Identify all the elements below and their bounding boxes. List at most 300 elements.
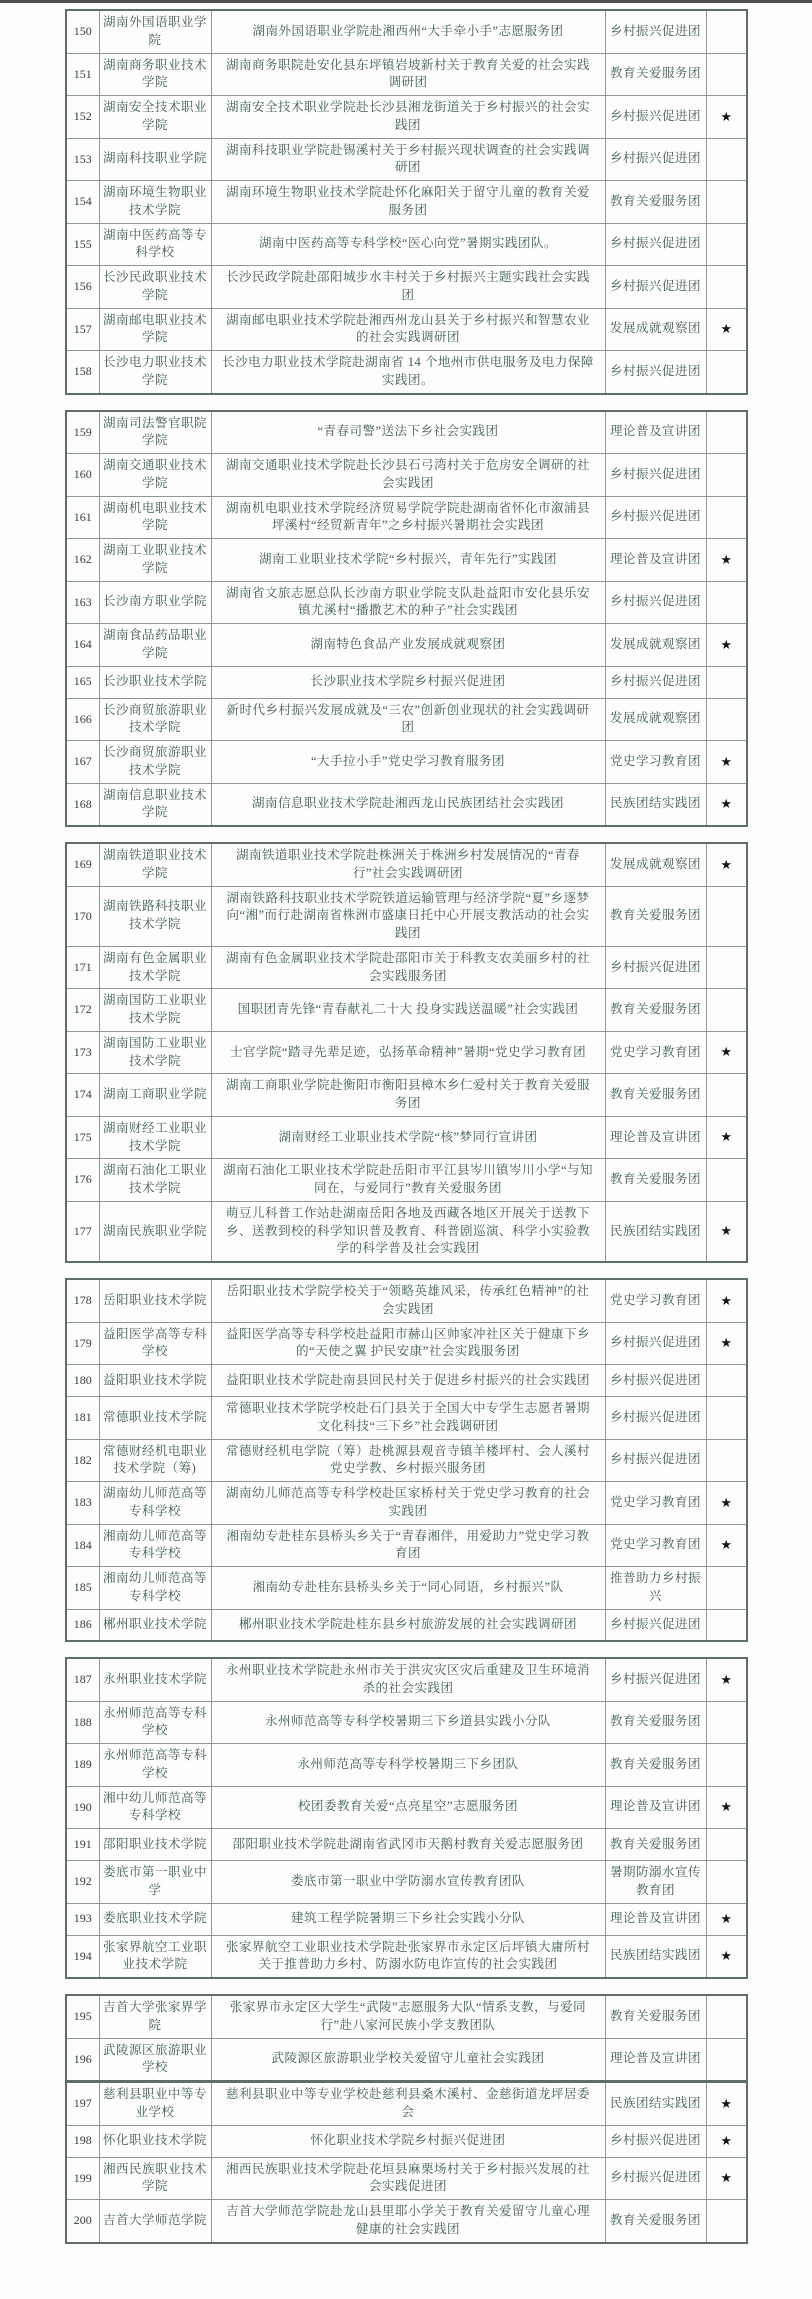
row-number: 178	[66, 1279, 99, 1322]
school-name: 湖南信息职业技术学院	[99, 783, 211, 826]
team-project-name: 湖南铁道职业技术学院赴株洲关于株洲乡村发展情况的“青春行”社会实践调研团	[211, 843, 605, 886]
key-team-star	[706, 1074, 747, 1117]
team-category: 理论普及宣讲团	[605, 539, 706, 582]
key-team-star	[706, 10, 747, 53]
table-row	[66, 1935, 747, 1978]
table-row	[66, 1031, 747, 1074]
key-team-star: ★	[706, 96, 747, 139]
row-number: 165	[66, 666, 99, 698]
school-name: 湘西民族职业技术学院	[99, 2157, 211, 2200]
key-team-star	[706, 581, 747, 624]
key-team-star: ★	[706, 539, 747, 582]
team-project-name: 湖南工业职业技术学院“乡村振兴，青年先行”实践团	[211, 539, 605, 582]
team-category: 推普助力乡村振兴	[605, 1567, 706, 1610]
key-team-star: ★	[706, 2157, 747, 2200]
row-number: 179	[66, 1322, 99, 1365]
school-name: 常德职业技术学院	[99, 1397, 211, 1440]
school-name: 长沙商贸旅游职业技术学院	[99, 698, 211, 741]
school-name: 邵阳职业技术学院	[99, 1829, 211, 1861]
table-row	[66, 1074, 747, 1117]
school-name: 湖南环境生物职业技术学院	[99, 181, 211, 224]
row-number: 190	[66, 1786, 99, 1829]
team-project-name: 湘南幼专赴桂东县桥头乡关于“同心同语，乡村振兴”队	[211, 1567, 605, 1610]
school-name: 湖南食品药品职业学院	[99, 624, 211, 667]
team-project-name: 岳阳职业技术学院学校关于“领略英雄风采，传承红色精神”的社会实践团	[211, 1279, 605, 1322]
table-row	[66, 266, 747, 309]
school-name: 长沙职业技术学院	[99, 666, 211, 698]
table-row	[66, 946, 747, 989]
row-number: 199	[66, 2157, 99, 2200]
team-category: 乡村振兴促进团	[605, 266, 706, 309]
team-category: 教育关爱服务团	[605, 989, 706, 1032]
school-name: 湖南石油化工职业技术学院	[99, 1159, 211, 1202]
key-team-star	[706, 2200, 747, 2243]
row-number: 166	[66, 698, 99, 741]
row-number: 175	[66, 1116, 99, 1159]
team-project-name: 士官学院“踏寻先辈足迹，弘扬革命精神”暑期“党史学习教育团	[211, 1031, 605, 1074]
team-project-name: 校团委教育关爱“点亮星空”志愿服务团	[211, 1786, 605, 1829]
team-project-name: 湖南安全技术职业学院赴长沙县湘龙街道关于乡村振兴的社会实践团	[211, 96, 605, 139]
team-project-name: 长沙民政学院赴邵阳城步水丰村关于乡村振兴主题实践社会实践团	[211, 266, 605, 309]
team-category: 党史学习教育团	[605, 1031, 706, 1074]
school-name: 益阳职业技术学院	[99, 1365, 211, 1397]
key-team-star	[706, 181, 747, 224]
team-project-name: 萌豆儿科普工作站赴湖南岳阳各地及西藏各地区开展关于送教下乡、送教到校的科学知识普及教育、科普剧巡演、科学小实验教学的科学普及社会实践团	[211, 1201, 605, 1262]
key-team-star	[706, 1567, 747, 1610]
key-team-star: ★	[706, 741, 747, 784]
key-team-star: ★	[706, 1482, 747, 1525]
key-team-star	[706, 946, 747, 989]
team-project-name: 湖南铁路科技职业技术学院铁道运输管理与经济学院“夏”乡逐梦 向“湘”而行赴湖南省株洲市盛康日托中心开展支教活动的社会实践团	[211, 886, 605, 946]
school-name: 郴州职业技术学院	[99, 1609, 211, 1641]
team-category: 乡村振兴促进团	[605, 1439, 706, 1482]
key-team-star: ★	[706, 1935, 747, 1978]
school-name: 娄底职业技术学院	[99, 1903, 211, 1935]
key-team-star: ★	[706, 1031, 747, 1074]
team-project-name: 湘南幼专赴桂东县桥头乡关于“青春湘伴，用爱助力”党史学习教育团	[211, 1524, 605, 1567]
team-category: 乡村振兴促进团	[605, 946, 706, 989]
team-category: 乡村振兴促进团	[605, 1658, 706, 1701]
row-number: 172	[66, 989, 99, 1032]
key-team-star	[706, 1995, 747, 2038]
team-category: 党史学习教育团	[605, 1482, 706, 1525]
team-project-name: 张家界航空工业职业技术学院赴张家界市永定区后坪镇大庸所村关于推普助力乡村、防溺水防电诈宣传的社会实践团	[211, 1935, 605, 1978]
row-number: 174	[66, 1074, 99, 1117]
teams-table-section	[65, 1278, 748, 1642]
team-category: 理论普及宣讲团	[605, 1903, 706, 1935]
team-category: 发展成就观察团	[605, 843, 706, 886]
table-row	[66, 1201, 747, 1262]
teams-table-section	[65, 1657, 748, 1979]
team-category: 乡村振兴促进团	[605, 496, 706, 539]
table-row	[66, 1701, 747, 1744]
table-row	[66, 181, 747, 224]
row-number: 158	[66, 351, 99, 394]
team-category: 乡村振兴促进团	[605, 666, 706, 698]
row-number: 194	[66, 1935, 99, 1978]
table-row	[66, 1116, 747, 1159]
row-number: 184	[66, 1524, 99, 1567]
team-project-name: 湖南特色食品产业发展成就观察团	[211, 624, 605, 667]
table-row	[66, 2125, 747, 2157]
table-row	[66, 2082, 747, 2126]
row-number: 189	[66, 1744, 99, 1787]
team-project-name: “大手拉小手”党史学习教育服务团	[211, 741, 605, 784]
school-name: 益阳医学高等专科学校	[99, 1322, 211, 1365]
team-category: 理论普及宣讲团	[605, 2038, 706, 2082]
table-row	[66, 1903, 747, 1935]
team-project-name: 湖南环境生物职业技术学院赴怀化麻阳关于留守儿童的教育关爱服务团	[211, 181, 605, 224]
team-category: 乡村振兴促进团	[605, 454, 706, 497]
table-row	[66, 411, 747, 454]
school-name: 湖南中医药高等专科学校	[99, 223, 211, 266]
team-category: 理论普及宣讲团	[605, 411, 706, 454]
row-number: 188	[66, 1701, 99, 1744]
school-name: 娄底市第一职业中学	[99, 1861, 211, 1904]
team-project-name: 湖南有色金属职业技术学院赴邵阳市关于科教支农美丽乡村的社会实践服务团	[211, 946, 605, 989]
key-team-star	[706, 1365, 747, 1397]
table-row	[66, 2200, 747, 2243]
row-number: 187	[66, 1658, 99, 1701]
team-project-name: 常德职业技术学院学校赴石门县关于全国大中专学生志愿者暑期文化科技“三下乡”社会践调研团	[211, 1397, 605, 1440]
table-row	[66, 138, 747, 181]
team-project-name: 湖南幼儿师范高等专科学校赴匡家桥村关于党史学习教育的社会实践团	[211, 1482, 605, 1525]
team-category: 教育关爱服务团	[605, 886, 706, 946]
school-name: 湘南幼儿师范高等专科学校	[99, 1567, 211, 1610]
school-name: 怀化职业技术学院	[99, 2125, 211, 2157]
team-project-name: 湖南工商职业学院赴衡阳市衡阳县樟木乡仁爱村关于教育关爱服务团	[211, 1074, 605, 1117]
team-category: 乡村振兴促进团	[605, 138, 706, 181]
row-number: 160	[66, 454, 99, 497]
row-number: 169	[66, 843, 99, 886]
school-name: 常德财经机电职业技术学院（筹)	[99, 1439, 211, 1482]
team-category: 乡村振兴促进团	[605, 581, 706, 624]
key-team-star: ★	[706, 1322, 747, 1365]
row-number: 162	[66, 539, 99, 582]
row-number: 191	[66, 1829, 99, 1861]
row-number: 163	[66, 581, 99, 624]
team-project-name: 湖南机电职业技术学院经济贸易学院学院赴湖南省怀化市溆浦县坪溪村“经贸新青年”之乡村振兴暑期社会实践团	[211, 496, 605, 539]
key-team-star: ★	[706, 1279, 747, 1322]
team-category: 教育关爱服务团	[605, 1995, 706, 2038]
team-project-name: 湖南商务职院赴安化县东坪镇岩坡新村关于教育关爱的社会实践调研团	[211, 53, 605, 96]
team-category: 发展成就观察团	[605, 308, 706, 351]
teams-table-section	[65, 410, 748, 828]
team-project-name: 益阳职业技术学院赴南县回民村关于促进乡村振兴的社会实践团	[211, 1365, 605, 1397]
team-project-name: 娄底市第一职业中学防溺水宣传教育团队	[211, 1861, 605, 1904]
team-project-name: 永州师范高等专科学校暑期三下乡团队	[211, 1744, 605, 1787]
school-name: 湖南机电职业技术学院	[99, 496, 211, 539]
table-row	[66, 843, 747, 886]
row-number: 183	[66, 1482, 99, 1525]
row-number: 150	[66, 10, 99, 53]
key-team-star: ★	[706, 1201, 747, 1262]
row-number: 156	[66, 266, 99, 309]
school-name: 湖南国防工业职业技术学院	[99, 1031, 211, 1074]
team-project-name: 张家界市永定区大学生“武陵”志愿服务大队“情系支教，与爱同行”赴八家河民族小学支教团队	[211, 1995, 605, 2038]
row-number: 186	[66, 1609, 99, 1641]
table-row	[66, 1482, 747, 1525]
school-name: 湖南有色金属职业技术学院	[99, 946, 211, 989]
row-number: 152	[66, 96, 99, 139]
school-name: 湖南商务职业技术学院	[99, 53, 211, 96]
row-number: 176	[66, 1159, 99, 1202]
table-row	[66, 581, 747, 624]
key-team-star	[706, 886, 747, 946]
key-team-star	[706, 1439, 747, 1482]
team-project-name: 常德财经机电学院（筹）赴桃源县观音寺镇羊楼坪村、会人溪村党史学教、乡村振兴服务团	[211, 1439, 605, 1482]
row-number: 159	[66, 411, 99, 454]
table-row	[66, 1609, 747, 1641]
key-team-star: ★	[706, 1524, 747, 1567]
teams-table-section	[65, 9, 748, 395]
school-name: 湘中幼儿师范高等专科学校	[99, 1786, 211, 1829]
team-category: 乡村振兴促进团	[605, 2125, 706, 2157]
row-number: 161	[66, 496, 99, 539]
table-row	[66, 624, 747, 667]
team-category: 乡村振兴促进团	[605, 1322, 706, 1365]
key-team-star	[706, 454, 747, 497]
key-team-star	[706, 698, 747, 741]
table-row	[66, 698, 747, 741]
key-team-star	[706, 411, 747, 454]
school-name: 永州师范高等专科学校	[99, 1744, 211, 1787]
key-team-star: ★	[706, 308, 747, 351]
row-number: 154	[66, 181, 99, 224]
school-name: 长沙商贸旅游职业技术学院	[99, 741, 211, 784]
key-team-star: ★	[706, 1903, 747, 1935]
table-row	[66, 1829, 747, 1861]
school-name: 湖南幼儿师范高等专科学校	[99, 1482, 211, 1525]
key-team-star: ★	[706, 843, 747, 886]
table-row	[66, 454, 747, 497]
team-category: 民族团结实践团	[605, 1201, 706, 1262]
key-team-star: ★	[706, 1786, 747, 1829]
table-row	[66, 1786, 747, 1829]
table-row	[66, 1279, 747, 1322]
key-team-star: ★	[706, 1116, 747, 1159]
team-project-name: 邵阳职业技术学院赴湖南省武冈市天鹅村教育关爱志愿服务团	[211, 1829, 605, 1861]
table-row	[66, 2157, 747, 2200]
school-name: 湖南工商职业学院	[99, 1074, 211, 1117]
team-project-name: 湖南信息职业技术学院赴湘西龙山民族团结社会实践团	[211, 783, 605, 826]
team-category: 教育关爱服务团	[605, 1159, 706, 1202]
team-project-name: 永州职业技术学院赴永州市关于洪灾灾区灾后重建及卫生环境消杀的社会实践团	[211, 1658, 605, 1701]
school-name: 湖南民族职业学院	[99, 1201, 211, 1262]
table-row	[66, 1567, 747, 1610]
school-name: 长沙南方职业学院	[99, 581, 211, 624]
row-number: 185	[66, 1567, 99, 1610]
school-name: 张家界航空工业职业技术学院	[99, 1935, 211, 1978]
teams-table-section	[65, 1994, 748, 2244]
team-category: 乡村振兴促进团	[605, 1609, 706, 1641]
school-name: 湖南科技职业学院	[99, 138, 211, 181]
team-category: 教育关爱服务团	[605, 1074, 706, 1117]
row-number: 181	[66, 1397, 99, 1440]
table-row	[66, 886, 747, 946]
table-row	[66, 1861, 747, 1904]
key-team-star	[706, 1829, 747, 1861]
row-number: 167	[66, 741, 99, 784]
row-number: 195	[66, 1995, 99, 2038]
team-project-name: 湖南交通职业技术学院赴长沙县石弓湾村关于危房安全调研的社会实践团	[211, 454, 605, 497]
table-row	[66, 53, 747, 96]
row-number: 173	[66, 1031, 99, 1074]
team-category: 暑期防溺水宣传教育团	[605, 1861, 706, 1904]
row-number: 196	[66, 2038, 99, 2082]
key-team-star	[706, 1159, 747, 1202]
school-name: 湖南工业职业技术学院	[99, 539, 211, 582]
team-category: 乡村振兴促进团	[605, 1365, 706, 1397]
key-team-star	[706, 496, 747, 539]
key-team-star	[706, 666, 747, 698]
key-team-star	[706, 2038, 747, 2082]
team-project-name: 长沙电力职业技术学院赴湖南省 14 个地州市供电服务及电力保障实践团。	[211, 351, 605, 394]
team-category: 教育关爱服务团	[605, 53, 706, 96]
school-name: 武陵源区旅游职业学校	[99, 2038, 211, 2082]
table-row	[66, 1744, 747, 1787]
team-category: 教育关爱服务团	[605, 181, 706, 224]
team-category: 党史学习教育团	[605, 1524, 706, 1567]
school-name: 湖南安全技术职业学院	[99, 96, 211, 139]
table-row	[66, 308, 747, 351]
team-category: 党史学习教育团	[605, 1279, 706, 1322]
key-team-star: ★	[706, 2125, 747, 2157]
table-row	[66, 1159, 747, 1202]
row-number: 155	[66, 223, 99, 266]
key-team-star	[706, 53, 747, 96]
page-top-border	[0, 0, 812, 3]
row-number: 153	[66, 138, 99, 181]
team-project-name: 武陵源区旅游职业学校关爱留守儿童社会实践团	[211, 2038, 605, 2082]
team-category: 教育关爱服务团	[605, 1701, 706, 1744]
team-category: 乡村振兴促进团	[605, 223, 706, 266]
key-team-star: ★	[706, 1658, 747, 1701]
team-project-name: 长沙职业技术学院乡村振兴促进团	[211, 666, 605, 698]
key-team-star	[706, 1861, 747, 1904]
row-number: 192	[66, 1861, 99, 1904]
row-number: 200	[66, 2200, 99, 2243]
row-number: 151	[66, 53, 99, 96]
key-team-star	[706, 351, 747, 394]
table-row	[66, 1439, 747, 1482]
key-team-star: ★	[706, 2082, 747, 2126]
team-project-name: 湖南科技职业学院赴锡溪村关于乡村振兴现状调查的社会实践调研团	[211, 138, 605, 181]
school-name: 永州师范高等专科学校	[99, 1701, 211, 1744]
table-row	[66, 1658, 747, 1701]
school-name: 岳阳职业技术学院	[99, 1279, 211, 1322]
team-project-name: 郴州职业技术学院赴桂东县乡村旅游发展的社会实践调研团	[211, 1609, 605, 1641]
table-row	[66, 1524, 747, 1567]
team-project-name: 湖南中医药高等专科学校“医心向党”暑期实践团队。	[211, 223, 605, 266]
team-category: 理论普及宣讲团	[605, 1786, 706, 1829]
school-name: 湖南国防工业职业技术学院	[99, 989, 211, 1032]
team-category: 教育关爱服务团	[605, 1744, 706, 1787]
row-number: 164	[66, 624, 99, 667]
team-category: 乡村振兴促进团	[605, 351, 706, 394]
school-name: 吉首大学张家界学院	[99, 1995, 211, 2038]
table-row	[66, 10, 747, 53]
table-row	[66, 1995, 747, 2038]
key-team-star	[706, 1701, 747, 1744]
row-number: 171	[66, 946, 99, 989]
row-number: 197	[66, 2082, 99, 2126]
table-row	[66, 496, 747, 539]
team-category: 民族团结实践团	[605, 783, 706, 826]
school-name: 慈利县职业中等专业学校	[99, 2082, 211, 2126]
key-team-star: ★	[706, 783, 747, 826]
team-category: 发展成就观察团	[605, 698, 706, 741]
team-project-name: 吉首大学师范学院赴龙山县里耶小学关于教育关爱留守儿童心理健康的社会实践团	[211, 2200, 605, 2243]
team-project-name: 湘西民族职业技术学院赴花垣县麻栗场村关于乡村振兴发展的社会实践促进团	[211, 2157, 605, 2200]
team-category: 发展成就观察团	[605, 624, 706, 667]
team-project-name: 湖南石油化工职业技术学院赴岳阳市平江县岑川镇岑川小学“与知同在，与爱同行”教育关爱服务团	[211, 1159, 605, 1202]
team-project-name: 益阳医学高等专科学校赴益阳市赫山区帅家冲社区关于健康下乡的“天使之翼 护民安康”社会实践服务团	[211, 1322, 605, 1365]
table-row	[66, 741, 747, 784]
row-number: 168	[66, 783, 99, 826]
row-number: 180	[66, 1365, 99, 1397]
school-name: 湖南交通职业技术学院	[99, 454, 211, 497]
table-row	[66, 666, 747, 698]
team-project-name: 永州师范高等专科学校暑期三下乡道县实践小分队	[211, 1701, 605, 1744]
school-name: 吉首大学师范学院	[99, 2200, 211, 2243]
team-category: 乡村振兴促进团	[605, 10, 706, 53]
team-project-name: 湖南省文旅志愿总队长沙南方职业学院支队赴益阳市安化县乐安镇尤溪村“播撒艺术的种子”社会实践团	[211, 581, 605, 624]
teams-table-section	[65, 842, 748, 1263]
school-name: 湖南铁路科技职业技术学院	[99, 886, 211, 946]
school-name: 长沙电力职业技术学院	[99, 351, 211, 394]
key-team-star	[706, 1744, 747, 1787]
team-category: 乡村振兴促进团	[605, 1397, 706, 1440]
key-team-star	[706, 138, 747, 181]
key-team-star	[706, 989, 747, 1032]
table-row	[66, 783, 747, 826]
key-team-star	[706, 1609, 747, 1641]
key-team-star: ★	[706, 624, 747, 667]
row-number: 193	[66, 1903, 99, 1935]
team-category: 党史学习教育团	[605, 741, 706, 784]
table-row	[66, 223, 747, 266]
table-row	[66, 1322, 747, 1365]
row-number: 170	[66, 886, 99, 946]
row-number: 182	[66, 1439, 99, 1482]
school-name: 湖南邮电职业技术学院	[99, 308, 211, 351]
table-sections-container	[65, 9, 746, 2244]
table-row	[66, 1365, 747, 1397]
school-name: 湖南外国语职业学院	[99, 10, 211, 53]
team-project-name: 湖南外国语职业学院赴湘西州“大手牵小手”志愿服务团	[211, 10, 605, 53]
table-row	[66, 2038, 747, 2082]
team-project-name: 湖南财经工业职业技术学院“核”梦同行宣讲团	[211, 1116, 605, 1159]
table-row	[66, 989, 747, 1032]
key-team-star	[706, 223, 747, 266]
row-number: 198	[66, 2125, 99, 2157]
team-project-name: 建筑工程学院暑期三下乡社会实践小分队	[211, 1903, 605, 1935]
team-project-name: 怀化职业技术学院乡村振兴促进团	[211, 2125, 605, 2157]
team-category: 民族团结实践团	[605, 1935, 706, 1978]
team-project-name: 湖南邮电职业技术学院赴湘西州龙山县关于乡村振兴和智慧农业的社会实践调研团	[211, 308, 605, 351]
team-category: 理论普及宣讲团	[605, 1116, 706, 1159]
row-number: 177	[66, 1201, 99, 1262]
team-category: 教育关爱服务团	[605, 1829, 706, 1861]
table-row	[66, 1397, 747, 1440]
team-category: 乡村振兴促进团	[605, 2157, 706, 2200]
team-project-name: “青春司警”送法下乡社会实践团	[211, 411, 605, 454]
school-name: 长沙民政职业技术学院	[99, 266, 211, 309]
team-category: 民族团结实践团	[605, 2082, 706, 2126]
team-category: 教育关爱服务团	[605, 2200, 706, 2243]
school-name: 湘南幼儿师范高等专科学校	[99, 1524, 211, 1567]
